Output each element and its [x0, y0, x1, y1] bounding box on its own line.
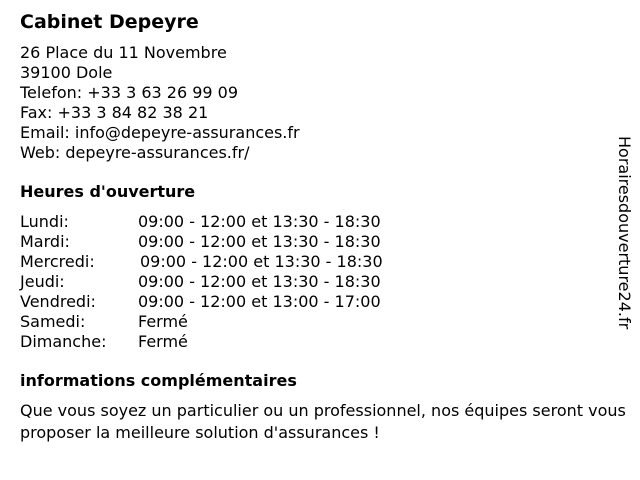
email-address: Email: info@depeyre-assurances.fr: [20, 123, 300, 142]
hours-row-monday: [20, 212, 608, 232]
day-hours: 09:00 - 12:00 et 13:30 - 18:30: [140, 252, 383, 271]
day-hours: 09:00 - 12:00 et 13:30 - 18:30: [138, 232, 381, 251]
hours-row-tuesday: [20, 232, 608, 252]
opening-hours-heading: Heures d'ouverture: [20, 182, 196, 201]
day-label: Samedi:: [20, 312, 86, 331]
business-name: Cabinet Depeyre: [20, 11, 199, 33]
opening-hours-table: [20, 212, 608, 352]
day-hours: 09:00 - 12:00 et 13:30 - 18:30: [138, 272, 381, 291]
day-label: Mercredi:: [20, 252, 95, 271]
hours-row-saturday: [20, 312, 608, 332]
website: Web: depeyre-assurances.fr/: [20, 143, 250, 162]
day-hours: 09:00 - 12:00 et 13:00 - 17:00: [138, 292, 381, 311]
hours-row-friday: [20, 292, 608, 312]
additional-info-heading: informations complémentaires: [20, 371, 297, 390]
address-street: 26 Place du 11 Novembre: [20, 43, 227, 62]
hours-row-sunday: [20, 332, 608, 352]
hours-row-wednesday: [20, 252, 608, 272]
day-hours: 09:00 - 12:00 et 13:30 - 18:30: [138, 212, 381, 231]
day-hours: Fermé: [138, 312, 188, 331]
site-watermark: [612, 136, 636, 370]
day-label: Dimanche:: [20, 332, 107, 351]
additional-info-text: Que vous soyez un particulier ou un professionnel, nos équipes seront vous proposer la meilleure solution d'assurances !: [20, 401, 626, 442]
watermark-text: Horairesdouverture24.fr: [615, 136, 634, 330]
phone-number: Telefon: +33 3 63 26 99 09: [20, 83, 239, 102]
fax-number: Fax: +33 3 84 82 38 21: [20, 103, 209, 122]
day-label: Mardi:: [20, 232, 70, 251]
day-label: Vendredi:: [20, 292, 96, 311]
address-city: 39100 Dole: [20, 63, 113, 82]
day-label: Jeudi:: [20, 272, 65, 291]
hours-row-thursday: [20, 272, 608, 292]
day-label: Lundi:: [20, 212, 69, 231]
day-hours: Fermé: [138, 332, 188, 351]
